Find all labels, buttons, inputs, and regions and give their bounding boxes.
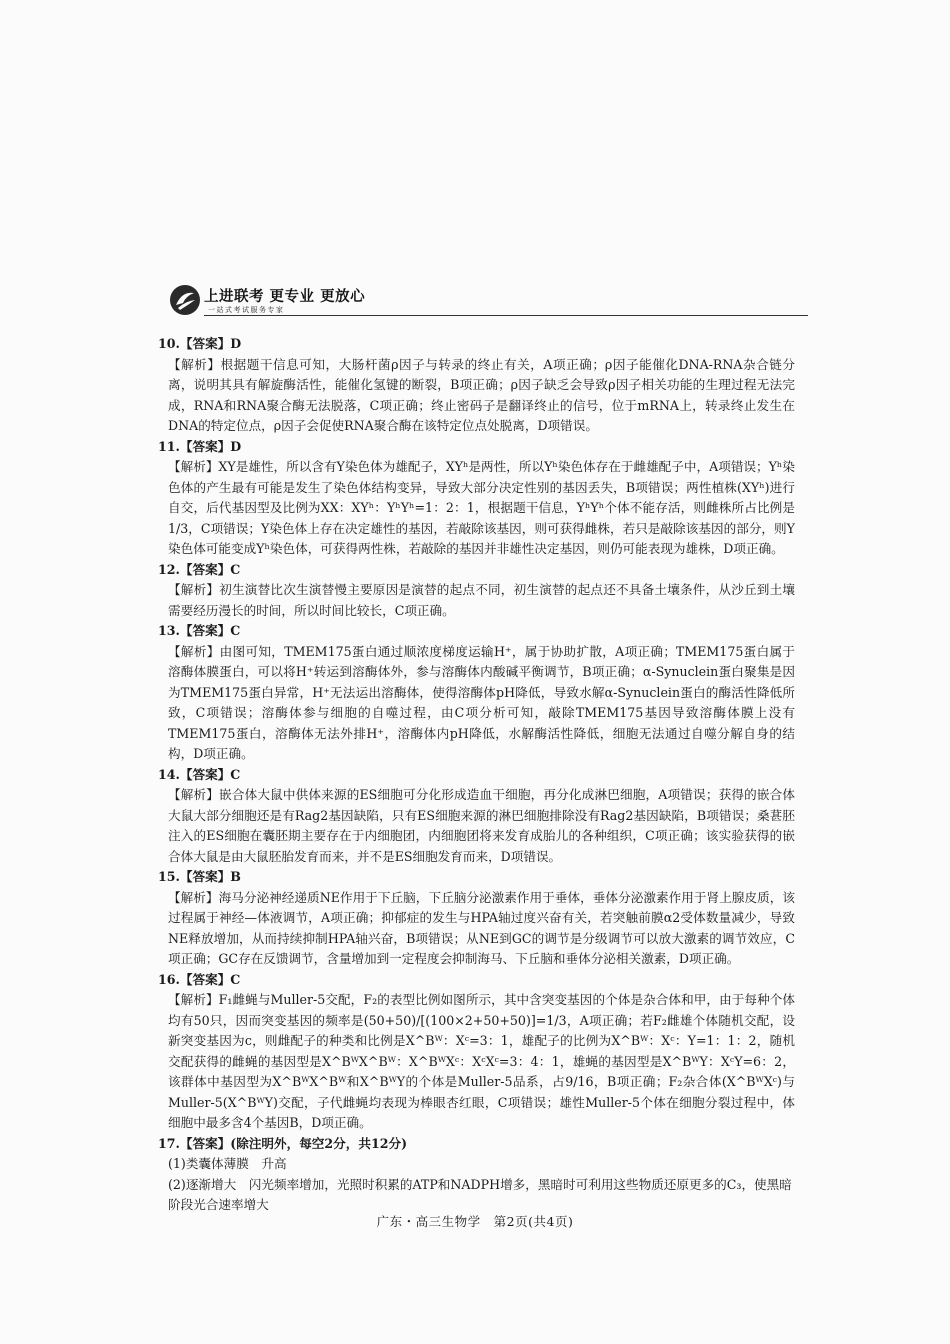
answer-label: 17.【答案】(除注明外，每空2分，共12分) [158,1135,408,1151]
question-12 [158,560,795,622]
question-16 [158,970,795,1134]
answer-label: 11.【答案】D [158,438,242,454]
logo-icon [168,283,202,317]
question-10 [158,334,795,437]
page-footer: 广东・高三生物学 第2页(共4页) [376,1214,574,1229]
answer-label: 13.【答案】C [158,623,241,638]
explanation-text: 【解析】XY是雄性，所以含有Y染色体为雄配子，XYʰ是两性，所以Yʰ染色体存在于雌雄配子中，A项错误；Yʰ染色体的产生最有可能是发生了染色体结构变异，导致大部分决定性别的基因丢失，B项错误；两性植株(XYʰ)进行自交，后代基因型及比例为XX：XYʰ：YʰYʰ=1：2：1，根据题干信息，YʰYʰ个体不能存活，则雌株所占比例是1/3，C项错误；Y染色体上存在决定雄性的基因，若敲除该基因，则可获得雌株，若只是敲除该基因的部分，则Y染色体可能变成Yʰ染色体，可获得两性株，若敲除的基因并非雄性决定基因，则仍可能表现为雄株，D项正确。 [168,459,795,556]
question-15 [158,867,795,970]
brand-slogan: 上进联考 更专业 更放心 [204,289,366,305]
explanation-text: 【解析】根据题干信息可知，大肠杆菌ρ因子与转录的终止有关，A项正确；ρ因子能催化DNA-RNA杂合链分离，说明其具有解旋酶活性，能催化氢键的断裂，B项正确；ρ因子缺乏会导致ρ因子相关功能的生理过程无法完成，RNA和RNA聚合酶无法脱落，C项正确；终止密码子是翻译终止的信号，位于mRNA上，转录终止发生在DNA的特定位点，ρ因子会促使RNA聚合酶在该特定位点处脱离，D项错误。 [168,356,795,433]
explanation-text: 【解析】F₁雌蝇与Muller-5交配，F₂的表型比例如图所示，其中含突变基因的个体是杂合体和甲，由于每种个体均有50只，因而突变基因的频率是(50+50)/[(100×2+50+50)]=1/3，A项正确；若F₂雌雄个体随机交配，设新突变基因为c，则雌配子的种类和比例是X^Bᵂ：Xᶜ=3：1，雄配子的比例为X^Bᵂ：Xᶜ：Y=1：1：2，随机交配获得的雌蝇的基因型是X^BᵂX^Bᵂ：X^BᵂXᶜ：XᶜXᶜ=3：4：1，雄蝇的基因型是X^BᵂY：XᶜY=6：2，该群体中基因型为X^BᵂX^Bᵂ和X^BᵂY的个体是Muller-5品系，占9/16，B项正确；F₂杂合体(X^BᵂXᶜ)与Muller-5(X^BᵂY)交配，子代雌蝇均表现为棒眼杏红眼，C项错误；雄性Muller-5个体在细胞分裂过程中，体细胞中最多含4个基因B，D项正确。 [168,992,795,1130]
brand-subslogan: 一站式考试服务专家 [208,306,285,314]
sub-answer-1: (1)类囊体薄膜 升高 [168,1156,287,1171]
question-14 [158,765,795,868]
answer-explanations [158,334,795,1216]
page-header [168,283,808,323]
answer-label: 12.【答案】C [158,561,241,577]
answer-label: 14.【答案】C [158,766,241,782]
explanation-text: 【解析】海马分泌神经递质NE作用于下丘脑，下丘脑分泌激素作用于垂体，垂体分泌激素作用于肾上腺皮质，该过程属于神经—体液调节，A项正确；抑郁症的发生与HPA轴过度兴奋有关，若突触前膜α2受体数量减少，导致NE释放增加，从而持续抑制HPA轴兴奋，B项错误；从NE到GC的调节是分级调节可以放大激素的调节效应，C项正确；GC存在反馈调节，含量增加到一定程度会抑制海马、下丘脑和垂体分泌相关激素，D项正确。 [168,889,795,966]
explanation-text: 【解析】由图可知，TMEM175蛋白通过顺浓度梯度运输H⁺，属于协助扩散，A项正确；TMEM175蛋白属于溶酶体膜蛋白，可以将H⁺转运到溶酶体外，参与溶酶体内酸碱平衡调节，B项正确；α-Synuclein蛋白聚集是因为TMEM175蛋白异常，H⁺无法运出溶酶体，使得溶酶体pH降低，导致水解α-Synuclein蛋白的酶活性降低所致，C项错误；溶酶体参与细胞的自噬过程，由C项分析可知，敲除TMEM175基因导致溶酶体膜上没有TMEM175蛋白，溶酶体无法外排H⁺，溶酶体内pH降低，水解酶活性降低，细胞无法通过自噬分解自身的结构，D项正确。 [168,643,795,761]
question-17 [158,1134,795,1216]
explanation-text: 【解析】嵌合体大鼠中供体来源的ES细胞可分化形成造血干细胞，再分化成淋巴细胞，A项错误；获得的嵌合体大鼠大部分细胞还是有Rag2基因缺陷，只有ES细胞来源的淋巴细胞排除没有Rag2基因缺陷，B项错误；桑葚胚注入的ES细胞在囊胚期主要存在于内细胞团，内细胞团将来发育成胎儿的各种组织，C项正确；该实验获得的嵌合体大鼠是由大鼠胚胎发育而来，并不是ES细胞发育而来，D项错误。 [168,787,795,864]
question-11 [158,437,795,560]
header-divider [204,315,808,316]
sub-answer-2: (2)逐渐增大 闪光频率增加，光照时积累的ATP和NADPH增多，黑暗时可利用这些物质还原更多的C₃，使黑暗阶段光合速率增大 [168,1176,792,1212]
explanation-text: 【解析】初生演替比次生演替慢主要原因是演替的起点不同，初生演替的起点还不具备土壤条件，从沙丘到土壤需要经历漫长的时间，所以时间比较长，C项正确。 [168,582,795,618]
question-13 [158,621,795,765]
answer-label: 16.【答案】C [158,971,241,987]
answer-label: 15.【答案】B [158,869,241,884]
answer-label: 10.【答案】D [158,336,242,351]
